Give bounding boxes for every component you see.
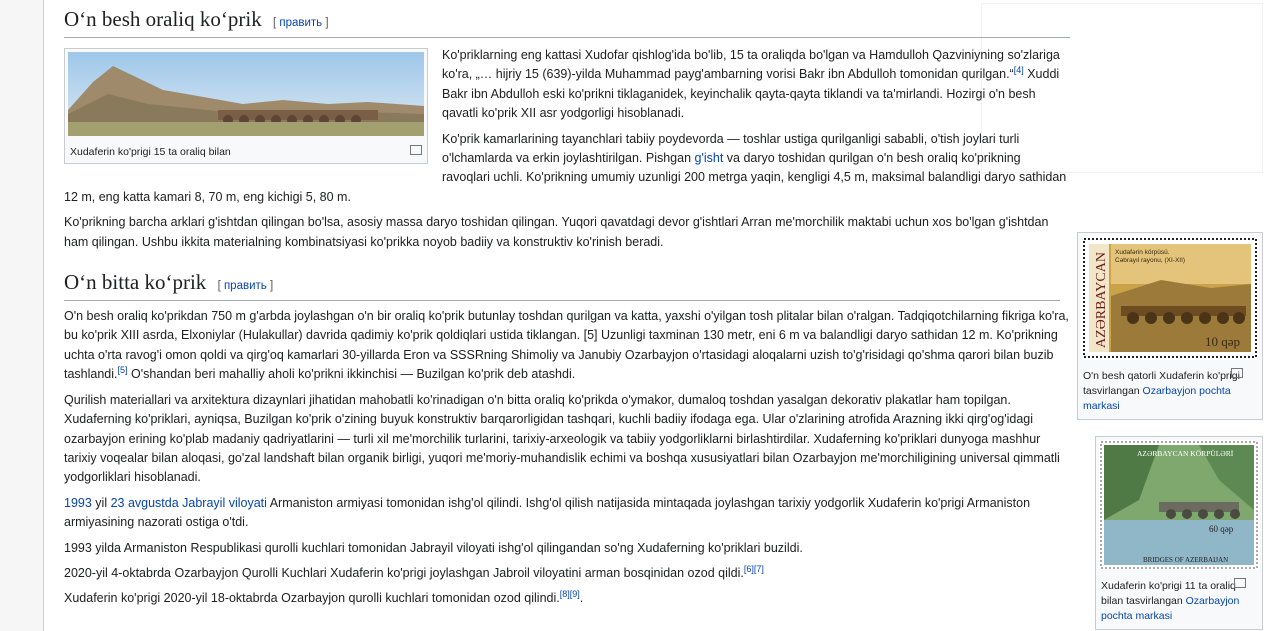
stamp-caption: Xudaferin ko'prigi 11 ta oraliq bilan tasvirlangan Ozarbayjon pochta markasi: [1099, 575, 1248, 626]
date-link[interactable]: 23 avgustda: [110, 495, 179, 510]
stamp-11-span-image[interactable]: [1099, 440, 1259, 570]
bridge-thumbnail[interactable]: [64, 48, 428, 164]
bridge-photo[interactable]: [68, 52, 424, 136]
edit-section-link[interactable]: [ править ]: [272, 17, 329, 29]
stamp-bottom-text: BRIDGES OF AZERBAIJAN: [1143, 556, 1229, 564]
caption-text: Xudaferin ko'prigi 15 ta oraliq bilan: [70, 146, 231, 159]
stamp-caption: O'n besh qatorli Xudaferin ko'prigi tasvirlangan Ozarbayjon pochta markasi: [1081, 365, 1245, 416]
edit-link[interactable]: править: [223, 280, 267, 293]
paragraph: Xudaferin ko'prigi 2020-yil 18-oktabrda Ozarbayjon qurolli kuchlari tomonidan ozod qilindi.[8][9].: [64, 589, 584, 606]
postage-stamp-link[interactable]: Ozarbayjon pochta markasi: [1083, 385, 1231, 412]
edit-section-link[interactable]: [ править ]: [217, 280, 274, 293]
section-heading-15-span: [64, 5, 1070, 38]
gisht-link[interactable]: g'isht: [694, 151, 724, 166]
stamp-title: Xudafərin körpüsü.: [1115, 249, 1170, 256]
article-content: [64, 0, 1070, 615]
stamp-country: AZƏRBAYCAN: [1094, 252, 1109, 348]
paragraph: O'n besh oraliq ko'prikdan 750 m g'arbda joylashgan o'n bir oraliq ko'prik butunlay toshdan qurilgan va katta, yaxshi o'yilgan tosh plitalar bilan o'ralgan. Tadqiqotchilarning fikriga ko'ra, bu ko'prik XIII asrda, Elxoniylar (Hulakullar) davrida qadimiy ko'prik qoldiqlari ustida tiklangan. [5] Uzunligi taxminan 130 metr, eni 6 m va balandligi daryo sathidan 12 m. Ko'prikning uchta o'rta ravog'i omon qoldi va qirg'oq kamarlari 30-yillarda Eron va SSSRning Shimoliy va Janubiy Ozarbayjon o'rtasidagi aloqalarni uzish to'g'risidagi qo'shma qarori bilan buzib tashlandi.[5] O'shandan beri mahalliy aholi ko'prikni ikkinchisi — Buzilgan ko'prik deb atashdi.: [64, 309, 1069, 382]
paragraph: Ko'prik kamarlarining tayanchlari tabiiy poydevorda — toshlar ustiga qurilganligi sababli, o'tish joylari turli o'lchamlarda va erkin joylashtirilgan. Pishgan g'isht va daryo toshidan qurilgan o'n besh oraliq ko'prikning ravoqlari uchli. Ko'prikning umumiy uzunligi 200 metrga yaqin, kengligi 4,5 m, maksimal balandligi daryo sathidan 12 m, eng katta kamari 8, 70 m, eng kichigi 5, 80 m.: [64, 131, 1067, 204]
stamp-15-span-image[interactable]: [1081, 236, 1259, 360]
section-heading-11-span: [64, 268, 1060, 301]
paragraph: 2020-yil 4-oktabrda Ozarbayjon Qurolli Kuchlari Xudaferin ko'prigi joylashgan Jabroil viloyatini arman bosqinidan ozod qildi.[6][7]: [64, 563, 764, 580]
paragraph: Ko'priklarning eng kattasi Xudofar qishlog'ida bo'lib, 15 ta oraliqda bo'lgan va Hamdulloh Qazviniyning so'zlariga ko'ra, „… hijriy 15 (639)-yilda Muhammad payg'ambarning vorisi Bakr ibn Abdulloh tomonidan qurilgan.“[4] Xuddi Bakr ibn Abdulloh eski ko'prikni tiklaganidek, keyinchalik qayta-qayta tiklandi va ta'mirlandi. Hozirgi o'n besh qavatli ko'prik XII asr yodgorligi hisoblanadi.: [442, 48, 1060, 121]
paragraph: 1993 yil 23 avgustda Jabrayil viloyati Armaniston armiyasi tomonidan ishg'ol qilindi. Ishg'ol qilish natijasida mintaqada joylashgan tarixiy yodgorlik Xudaferin ko'prigi Armaniston armiyasining nazorati ostiga o'tdi.: [64, 495, 1031, 530]
stamp-thumbnail-15[interactable]: [1077, 232, 1263, 420]
stamp-value: 10 qəp: [1205, 334, 1241, 349]
stamp-subtitle: Cəbrayıl rayonu, (XI-XII): [1115, 257, 1186, 264]
paragraph: 1993 yilda Armaniston Respublikasi qurolli kuchlari tomonidan Jabrayil viloyati ishg'ol qilingandan so'ng Xudaferning ko'priklari buzildi.: [64, 540, 803, 555]
paragraph: Ko'prikning barcha arklari g'ishtdan qilingan bo'lsa, asosiy massa daryo toshidan qilingan. Yuqori qavatdagi devor g'ishtlari Arran me'morchilik maktabi uchun xos bo'lgan g'ishtdan ham qilingan. Ushbu ikkita materialning kombinatsiyasi ko'prikka noyob badiiy va konstruktiv ko'rinish beradi.: [64, 215, 1049, 249]
heading-text: O‘n bitta ko‘prik: [64, 270, 207, 295]
jabrayil-link[interactable]: Jabrayil viloyati: [182, 495, 267, 510]
reference-link[interactable]: [8][9]: [559, 589, 580, 600]
enlarge-icon[interactable]: [1231, 368, 1243, 378]
stamp-thumbnail-11[interactable]: [1095, 436, 1263, 630]
stamp-value: 60 qəp: [1209, 524, 1234, 534]
edit-link[interactable]: править: [279, 17, 323, 29]
reference-link[interactable]: [6][7]: [743, 563, 764, 574]
enlarge-icon[interactable]: [1234, 578, 1246, 588]
enlarge-icon[interactable]: [410, 145, 422, 155]
postage-stamp-link[interactable]: Ozarbayjon pochta markasi: [1101, 595, 1240, 622]
thumbnail-caption: [68, 142, 424, 160]
year-1993-link[interactable]: 1993: [64, 495, 92, 510]
left-sidebar: [0, 0, 44, 631]
reference-link[interactable]: [4]: [1013, 65, 1024, 76]
reference-link[interactable]: [5]: [117, 365, 128, 376]
paragraph: Qurilish materiallari va arxitektura dizaynlari jihatidan mahobatli ko'rinadigan o'n bitta oraliq ko'prikda o'ymakor, dumaloq toshdan yasalgan dekorativ plakatlar ham topilgan. Xudaferning ko'priklari, ayniqsa, Buzilgan ko'prik o'zining buyuk konstruktiv barqarorligidan tashqari, kuchli badiiy ifodaga ega. Ular o'zlarining atrofida Arazning ikki qirg'og'idagi ozarbayjon erining ko'plab madaniy qadriyatlarini — turli xil me'morchilik turlarini, tarixiy-arxeologik va tabiiy yodgorliklarni birlashtirdilar. Xudaferning ko'priklari dunyoga mashhur tarixiy voqealar bilan aloqasi, go'zal landshaft bilan organik birligi, yuqori me'moriy-muhandislik echimi va boshqa xususiyatlari bilan Ozarbayjon me'morchiligining universal qimmatli yodgorliklari hisoblanadi.: [64, 392, 1060, 485]
stamp-top-text: AZƏRBAYCAN KÖRPÜLƏRİ: [1137, 449, 1234, 458]
heading-text: O‘n besh oraliq ko‘prik: [64, 7, 262, 31]
